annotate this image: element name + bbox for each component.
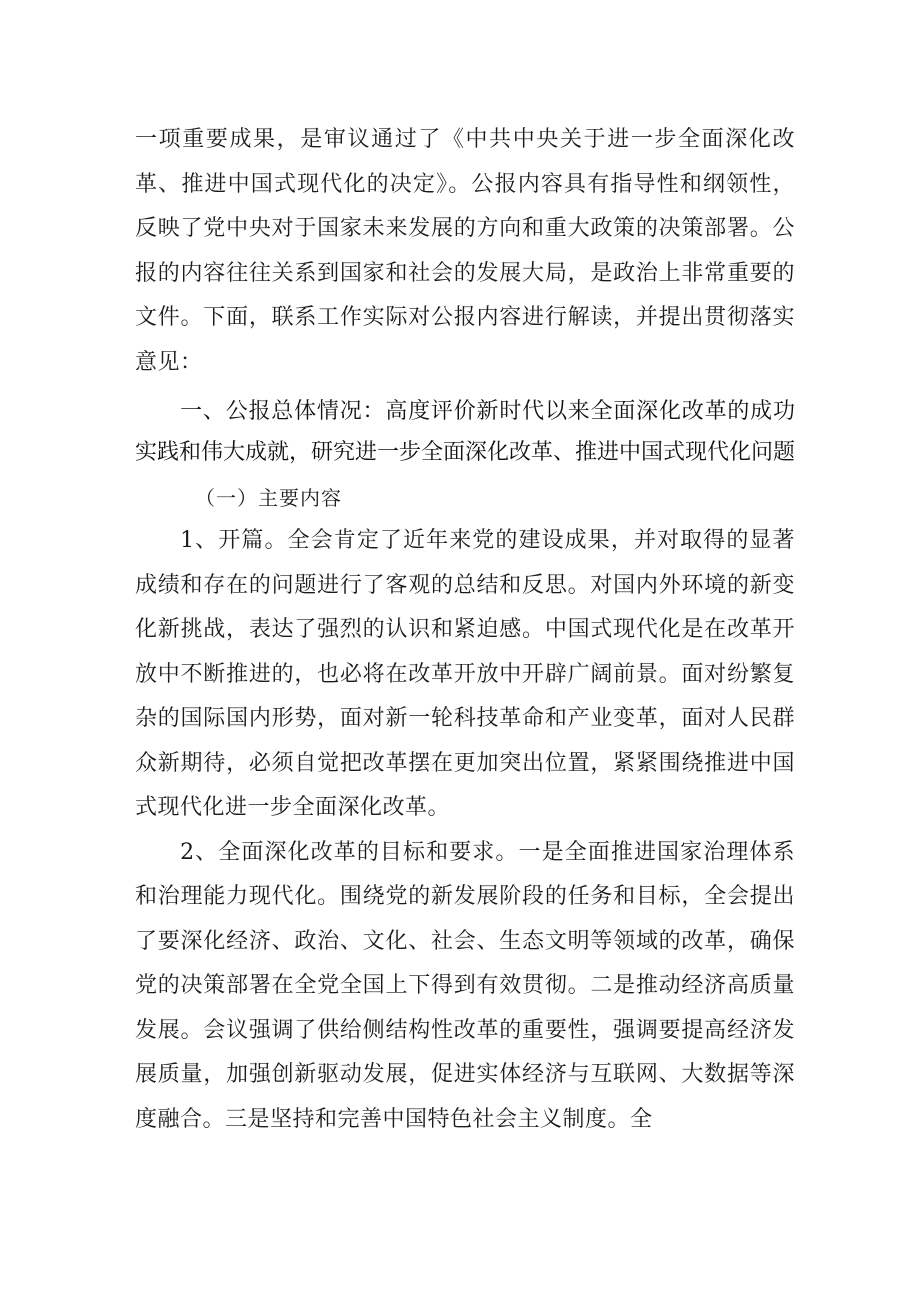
section-heading: 一、公报总体情况：高度评价新时代以来全面深化改革的成功实践和伟大成就，研究进一步全面深化改革、推进中国式现代化问题 (135, 399, 796, 465)
document-body (135, 118, 795, 1142)
intro-paragraph: 一项重要成果，是审议通过了《中共中央关于进一步全面深化改革、推进中国式现代化的决定》。公报内容具有指导性和纲领性，反映了党中央对于国家未来发展的方向和重大政策的决策部署。公报的内容往往关系到国家和社会的发展大局，是政治上非常重要的文件。下面，联系工作实际对公报内容进行解读，并提出贯彻落实意见： (135, 127, 795, 375)
subsection-heading: （一）主要内容 (195, 486, 342, 510)
paragraph-goals: 2、全面深化改革的目标和要求。一是全面推进国家治理体系和治理能力现代化。围绕党的新发展阶段的任务和目标，全会提出了要深化经济、政治、文化、社会、生态文明等领域的改革，确保党的决策部署在全党全国上下得到有效贯彻。二是推动经济高质量发展。会议强调了供给侧结构性改革的重要性，强调要提高经济发展质量，加强创新驱动发展，促进实体经济与互联网、大数据等深度融合。三是坚持和完善中国特色社会主义制度。全 (135, 839, 795, 1132)
paragraph-opening: 1、开篇。全会肯定了近年来党的建设成果，并对取得的显著成绩和存在的问题进行了客观的总结和反思。对国内外环境的新变化新挑战，表达了强烈的认识和紧迫感。中国式现代化是在改革开放中不断推进的，也必将在改革开放中开辟广阔前景。面对纷繁复杂的国际国内形势，面对新一轮科技革命和产业变革，面对人民群众新期待，必须自觉把改革摆在更加突出位置，紧紧围绕推进中国式现代化进一步全面深化改革。 (135, 528, 795, 820)
